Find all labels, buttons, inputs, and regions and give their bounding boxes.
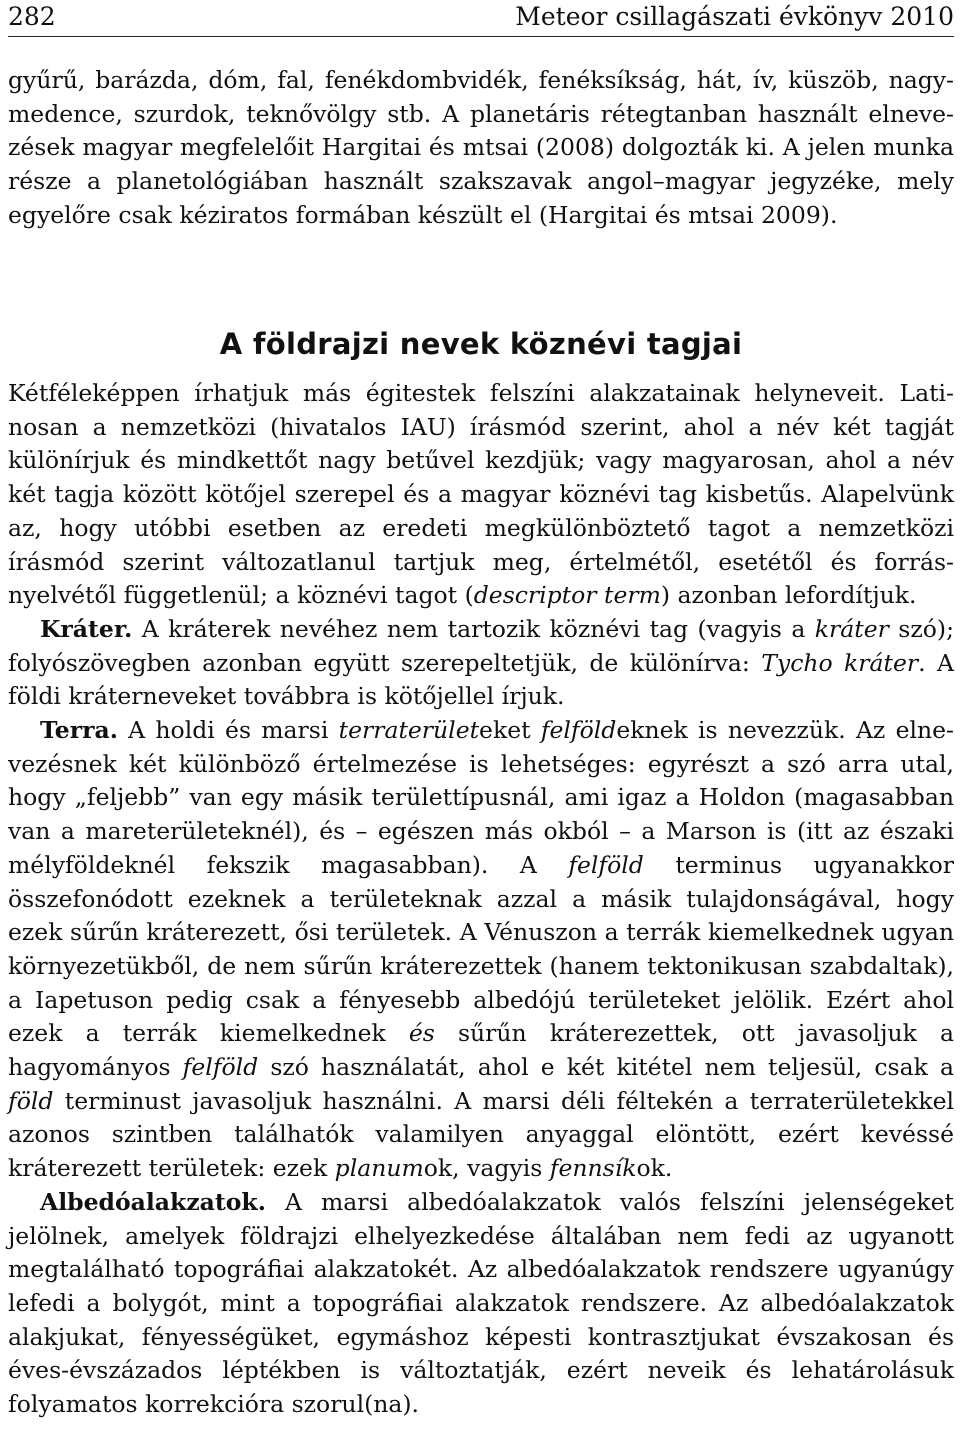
- naming-paragraph: [8, 377, 954, 613]
- text-run: ok.: [636, 1154, 673, 1183]
- text-run: . A földi kráterneveket továbbra is kötőjellel írjuk.: [8, 648, 954, 711]
- text-run: eknek is nevezzük. Az elnevezésnek két különböző értelmezése is lehetséges: egyrészt a szó arra utal, hogy „feljebb” van egy másik területtípusnál, ami igaz a Holdon (magasabban van a mareterületeknél), és – egészen más okból – a Marson is (itt az északi mélyföldeknél fekszik magasabban). A: [8, 716, 954, 879]
- italic-term: planum: [334, 1154, 424, 1183]
- italic-term: és: [408, 1019, 435, 1048]
- section-heading: A földrajzi nevek köznévi tagjai: [219, 327, 743, 362]
- text-run: ) azonban lefordítjuk.: [660, 581, 917, 610]
- text-run: Kétféleképpen írhatjuk más égitestek felszíni alakzatainak helyneveit. Latinosan a nemzetközi (hivatalos IAU) írásmód szerint, ahol a név két tagját különírjuk és mindkettőt nagy betűvel kezdjük; vagy magyarosan, ahol a név két tagja között kötőjel szerepel és a magyar köznévi tag kisbetűs. Alapelvünk az, hogy utóbbi esetben az eredeti megkülönböztető tagot a nemzetközi írásmód szerint változatlanul tartjuk meg, értelmétől, esetétől és forrásnyelvétől függetlenül; a köznévi tagot (: [8, 379, 954, 610]
- italic-term: kráter: [814, 614, 889, 643]
- italic-term: felföld: [182, 1053, 259, 1082]
- runin-heading-albedo: Albedóalakzatok.: [40, 1187, 266, 1216]
- text-run: eket: [479, 716, 541, 745]
- text-run: A holdi és marsi: [117, 716, 339, 745]
- page-number: 282: [8, 2, 56, 31]
- terra-paragraph: [8, 714, 954, 1186]
- document-page: [8, 0, 954, 1437]
- running-title: Meteor csillagászati évkönyv 2010: [515, 2, 954, 31]
- italic-term: Tycho kráter: [761, 648, 919, 677]
- albedo-paragraph: [8, 1186, 954, 1422]
- text-run: A marsi albedóalakzatok valós felszíni jelenségeket jelölnek, amelyek földrajzi elhelyezkedése általában nem fedi az ugyanott megtalálható topográfiai alakzatokét. Az albedóalakzatok rendszere ugyanúgy lefedi a bolygót, mint a topográfiai alakzatok rendszere. Az albedóalakzatok alakjukat, fényességüket, egymáshoz képesti kontrasztjukat évszakosan és éves-évszázados léptékben is változtatják, ezért neveik és lehatárolásuk folyamatos korrekcióra szorul(na).: [8, 1187, 954, 1419]
- italic-term: fennsík: [549, 1154, 637, 1183]
- text-run: sűrűn kráterezettek, ott javasoljuk a hagyományos: [8, 1019, 954, 1082]
- italic-term: felföld: [568, 850, 644, 879]
- text-run: terminust javasoljuk használni. A marsi déli féltekén a terraterületekkel azonos szintben találhatók valamilyen anyaggal elöntött, ezért kevéssé kráterezett területek: ezek: [8, 1086, 954, 1183]
- text-run: terminus ugyanakkor összefonódott ezeknek a területeknak azzal a másik tulajdonságával, hogy ezek sűrűn kráterezett, ősi területek. A Vénuszon a terrák kiemelkednek ugyan környezetükből, de nem sűrűn kráterezettek (hanem tektonikusan szabdaltak), a Iapetuson pedig csak a fényesebb albedójú területeket jelölik. Ezért ahol ezek a terrák kiemelkednek: [8, 850, 954, 1048]
- text-run: szó); folyószövegben azonban együtt szerepeltetjük, de különírva:: [8, 614, 954, 677]
- italic-term: felföld: [540, 716, 617, 745]
- text-run: ok, vagyis: [423, 1154, 550, 1183]
- runin-heading-terra: Terra.: [40, 716, 118, 745]
- section-body: [8, 377, 954, 1422]
- running-header: [8, 0, 954, 37]
- krater-paragraph: [8, 613, 954, 714]
- runin-heading-krater: Kráter.: [40, 614, 133, 643]
- text-run: szó használatát, ahol e két kitétel nem teljesül, csak a: [258, 1053, 954, 1082]
- italic-term: descriptor term: [473, 581, 661, 610]
- intro-paragraph: gyűrű, barázda, dóm, fal, fenékdombvidék, fenéksíkság, hát, ív, küszöb, nagymedence, szurdok, teknővölgy stb. A planetáris rétegtanban használt elnevezések magyar megfelelőit Hargitai és mtsai (2008) dolgozták ki. A jelen munka része a planetológiában használt szakszavak angol–magyar jegyzéke, mely egyelőre csak kéziratos formában készült el (Hargitai és mtsai 2009).: [8, 66, 954, 229]
- text-run: A kráterek nevéhez nem tartozik köznévi tag (vagyis a: [132, 614, 815, 643]
- italic-term: terraterület: [338, 716, 480, 745]
- italic-term: föld: [8, 1086, 54, 1115]
